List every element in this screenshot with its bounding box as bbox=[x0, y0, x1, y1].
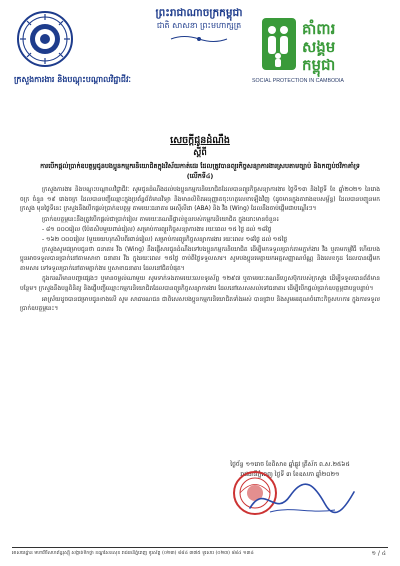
subject-text: ការបើកផ្តល់ប្រាក់ឧបត្ថម្ភជូនបងប្អូនកម្មករនិយោជិតក្នុងវិស័យកាត់ដេរ ដែលត្រូវបានព្យួរកិច្ចសន្យាការងារស្របតាមច្បាប់ និងកញ្ចប់ថវិកាគាំទ្រ (លើកទី៤) bbox=[40, 162, 360, 180]
paragraph: អាស្រ័យដូចបានជម្រាបជូនខាងលើ សូម សាធារណជន ជាពិសេសបងប្អូនកម្មករនិយោជិតទាំងអស់ បានជ្រាប និងសូមអរគុណចំពោះកិច្ចសហការ ក្នុងការទទួលប្រាក់ឧបត្ថម្ភនេះ។ bbox=[20, 296, 380, 313]
paragraph: ក្រសួងសូមជម្រាបជូនថា ធនាគារ វីង (Wing) នឹងផ្ញើសារជូនដំណឹងទៅបងប្អូនកម្មករនិយោជិត ដើម្បីមកទទួលប្រាក់តាមភ្នាក់ងារ វីង ឬតាមកម្មវិធី ហើយបងប្អូនអាចទទួលបានប្រាក់នៅតាមសាខា ធនាគារ វីង ក្នុងរយៈពេល ១៥ថ្ងៃ ចាប់ពីថ្ងៃទទួលសារ។ សូមបងប្អូនមេត្តាយកអត្តសញ្ញាណប័ណ្ណ និងលេខកូដ ដែលបានផ្ញើមកតាមសារ ទៅទទួលប្រាក់នៅតាមភ្នាក់ងារ ឬសាខាធនាគារ ដែលនៅជិតបំផុត។ bbox=[20, 246, 380, 272]
list-item: - ៨១ ០០០រៀល (ប៉ែតសិបមួយពាន់រៀល) សម្រាប់ការព្យួរកិច្ចសន្យាការងារ រយៈពេល ១៥ ថ្ងៃ ដល់ ១៨ថ្ងៃ bbox=[42, 227, 272, 234]
kingdom-header bbox=[124, 6, 274, 44]
page-number: ១ / ៤ bbox=[371, 550, 386, 557]
footer-divider bbox=[12, 547, 388, 548]
list-item: - ១៦២ ០០០រៀល (មួយរយហុកសិបពីរពាន់រៀល) សម្រាប់ការព្យួរកិច្ចសន្យាការងារ រយៈពេល ១៨ថ្ងៃ ដល់ ១៥ថ្ងៃ bbox=[42, 236, 288, 243]
signature-icon bbox=[240, 478, 360, 520]
header-ornament-icon bbox=[169, 34, 229, 44]
ministry-name: ក្រសួងការងារ និងបណ្តុះបណ្តាលវិជ្ជាជីវៈ bbox=[14, 75, 131, 84]
lunar-date: ថ្ងៃច័ន្ទ ១១រោច ខែពិសាខ ឆ្នាំឆ្លូវ ត្រីស័ក ព.ស.២៥៦៥ bbox=[230, 461, 350, 468]
svg-text:គាំពារ: គាំពារ bbox=[302, 20, 336, 38]
social-protection-logo-icon bbox=[260, 4, 380, 86]
paragraph: ប្រាក់ឧបត្ថម្ភនេះនឹងត្រូវបើកផ្តល់ជាប្រាក់រៀល តាមរយៈគណនីផ្ទាល់ខ្លួនរបស់កម្មករនិយោជិត ក្នុងនោះមានចំនួន៖ bbox=[42, 216, 279, 223]
svg-text:សង្គម: សង្គម bbox=[302, 38, 336, 56]
document-body bbox=[20, 186, 380, 316]
svg-text:កម្ពុជា: កម្ពុជា bbox=[302, 56, 336, 74]
ministry-emblem-icon bbox=[16, 10, 74, 68]
document-title: សេចក្តីជូនដំណឹង bbox=[170, 135, 230, 146]
kingdom-motto: ជាតិ សាសនា ព្រះមហាក្សត្រ bbox=[156, 21, 242, 30]
social-protection-caption: SOCIAL PROTECTION IN CAMBODIA bbox=[252, 78, 344, 84]
paragraph: ក្រសួងការងារ និងបណ្តុះបណ្តាលវិជ្ជាជីវៈ សូមជូនដំណឹងដល់បងប្អូនកម្មករនិយោជិតដែលបានព្យួរកិច្ចសន្យាការងារ ថ្ងៃទី១៣ និងថ្ងៃទី ខែ ឆ្នាំ២០២១ នៃរោងចក្រ ចំនួន ១៩ រោងចក្រ ដែលបានបញ្ជីឈ្មោះក្នុងប្រព័ន្ធព័ត៌មានវិទ្យា និងមានលិខិតអនុញ្ញាតចុះហត្ថលេខាឡើងវិញ (ដូចមានក្នុងតារាងឧបសម្ព័ន្ធ) ដែលបានបញ្ជូនមកក្រសួង មុនថ្ងៃទីនេះ ក្រសួងនឹងបើកផ្តល់ប្រាក់ឧបត្ថម្ភ តាមរយៈធនាគារ អេស៊ីលីដា (ABA) និង វីង (Wing) ដែលនឹងចាប់ផ្តើមជាបណ្តើរៗ។ bbox=[20, 187, 380, 213]
solar-date: រាជធានីភ្នំពេញ ថ្ងៃទី ៣ ខែឧសភា ឆ្នាំ២០២១ bbox=[240, 470, 340, 478]
footer-address: អាសយដ្ឋាន មហាវិថីសហព័ន្ធរុស្ស៊ី សង្កាត់ទឹកថ្លា ខណ្ឌសែនសុខ រាជធានីភ្នំពេញ ទូរស័ព្ទ (០២៣) ៨៨៤ ៣៧៥ ទូរសារ (០២៣) ៨៨៤ ១៣៤ bbox=[12, 551, 254, 556]
paragraph: ក្នុងករណីមានបញ្ហាផ្សេងៗ ឬមានចម្ងល់ណាមួយ សូមទាក់ទងតាមរយៈលេខទូរស័ព្ទ ១២៩៧ ឬតាមរយៈគណនីហ្វេសប៊ុករបស់ក្រសួង ដើម្បីទទួលបានព័ត៌មានបន្ថែម។ ក្រសួងនឹងបន្តពិនិត្យ និងផ្ញើបញ្ជីឈ្មោះកម្មករនិយោជិតដែលបានព្យួរកិច្ចសន្យាការងារ ដែលនៅសេសសល់ទៅធនាគារ ដើម្បីបើកផ្តល់ប្រាក់ឧបត្ថម្ភជាបន្តបន្ទាប់។ bbox=[20, 276, 380, 292]
subject-label: ស្តីពី bbox=[193, 148, 207, 158]
kingdom-title: ព្រះរាជាណាចក្រកម្ពុជា bbox=[155, 7, 243, 19]
